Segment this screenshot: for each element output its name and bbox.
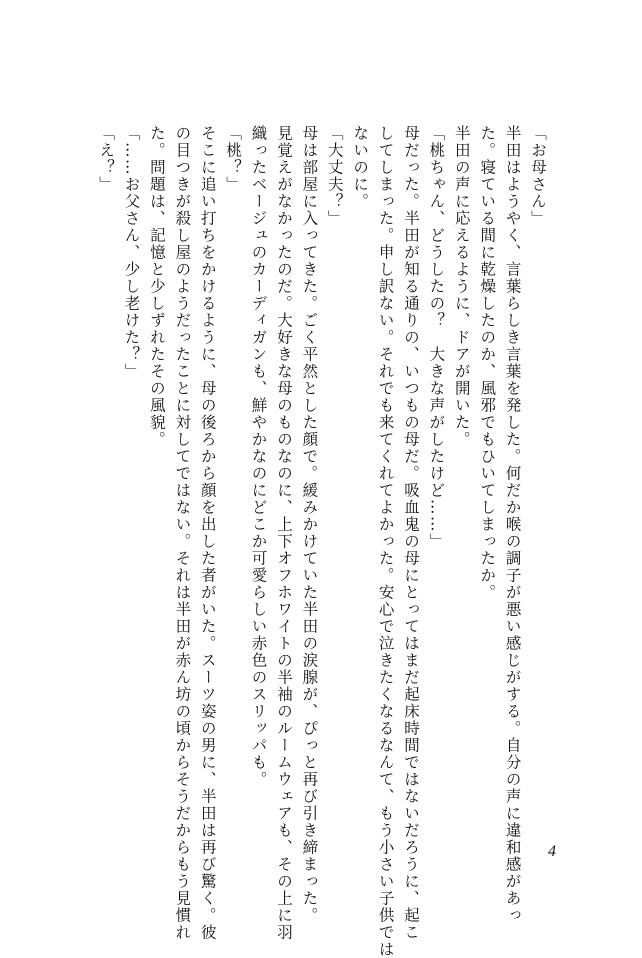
text-line: の目つきが殺し屋のようだったことに対してではない。それは半田が赤ん坊の頃からそうだからもう見慣れ [173, 125, 192, 941]
text-line: 見覚えがなかったのだ。大好きな母のものなのに、上下オフホワイトの半袖のルームウェアも、その上に羽 [274, 125, 293, 941]
text-line: 「え？」 [97, 125, 116, 193]
vertical-body-text [90, 125, 550, 958]
text-line: そこに追い打ちをかけるように、母の後ろから顔を出した者がいた。スーツ姿の男に、半田は再び驚く。彼 [198, 125, 217, 941]
text-line: 「大丈夫？」 [325, 125, 344, 227]
text-line: た。問題は、記憶と少しずれたその風貌。 [147, 125, 166, 448]
text-line: 母は部屋に入ってきた。ごく平然とした顔で。緩みかけていた半田の涙腺が、ぴっと再び引き締まった。 [300, 125, 319, 924]
text-line: 織ったベージュのカーディガンも、鮮やかなのにどこか可愛らしい赤色のスリッパも。 [249, 125, 268, 788]
text-line: 「桃ちゃん、どうしたの？ 大きな声がしたけど……」 [427, 125, 446, 550]
page-number: 4 [548, 843, 556, 860]
text-line: ないのに。 [351, 125, 370, 210]
text-line: た。寝ている間に乾燥したのか、風邪でもひいてしまったか。 [478, 125, 497, 601]
text-line: 半田の声に応えるように、ドアが開いた。 [452, 125, 471, 448]
text-line: 「桃？」 [224, 125, 243, 193]
text-line: 母だった。半田が知る通りの、いつもの母だ。吸血鬼の母にとってはまだ起床時間ではないだろうに、起こ [401, 125, 420, 941]
text-line: 「……お父さん、少し老けた？」 [122, 125, 141, 380]
text-line: してしまった。申し訳ない。それでも来てくれてよかった。安心で泣きたくなるなんて、もう小さい子供では [376, 125, 395, 958]
text-line: 半田はようやく、言葉らしき言葉を発した。何だか喉の調子が悪い感じがする。自分の声に違和感があっ [503, 125, 522, 924]
text-line: 「お母さん」 [529, 125, 547, 227]
